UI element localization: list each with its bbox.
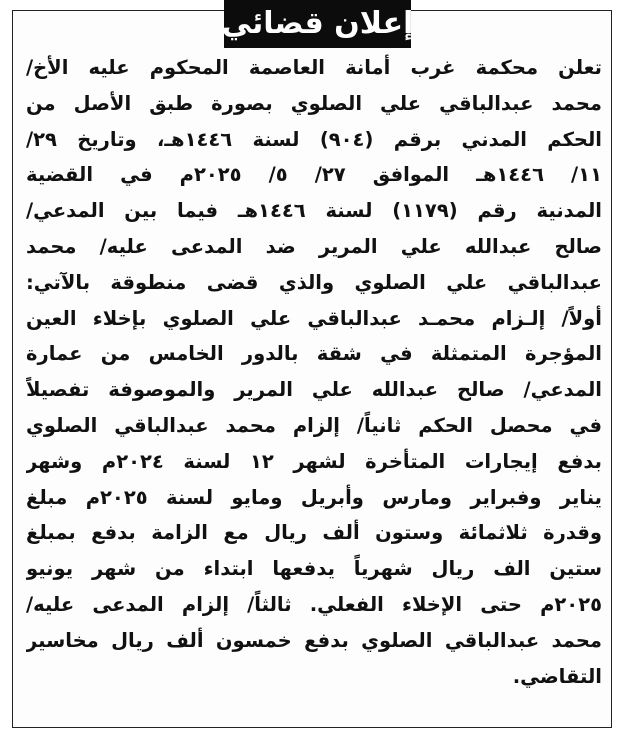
notice-line-4: ١١/ ١٤٤٦هـ الموافق ٢٧/ ٥/ ٢٠٢٥م في القضية — [26, 163, 602, 187]
notice-title-banner — [221, 0, 414, 48]
notice-line-17: محمد عبدالباقي الصلوي بدفع خمسون ألف ريال مخاسير — [26, 628, 602, 652]
notice-line-1: تعلن محكمة غرب أمانة العاصمة المحكوم عليه الأخ/ — [26, 56, 602, 79]
notice-line-12: بدفع إيجارات المتأخرة لشهر ١٢ لسنة ٢٠٢٤م وشهر — [26, 449, 602, 473]
notice-body — [26, 50, 602, 694]
notice-line-2: محمد عبدالباقي علي الصلوي بصورة طبق الأصل من — [26, 91, 602, 115]
notice-line-18: التقاضي. — [512, 664, 602, 688]
notice-line-9: المؤجرة المتمثلة في شقة بالدور الخامس من عمارة — [26, 342, 602, 366]
notice-line-11: في محصل الحكم ثانياً/ إلزام محمد عبدالباقي الصلوي — [26, 413, 602, 437]
notice-line-10: المدعي/ صالح عبدالله علي المرير والموصوفة تفصيلاً — [26, 378, 602, 402]
notice-line-8: أولاً/ إلـزام محمـد عبدالباقي علي الصلوي بإخلاء العين — [26, 306, 602, 330]
notice-line-14: وقدرة ثلاثمائة وستون ألف ريال مع الزامة بدفع بمبلغ — [26, 521, 602, 545]
notice-line-16: ٢٠٢٥م حتى الإخلاء الفعلي. ثالثاً/ إلزام المدعى عليه/ — [26, 592, 602, 616]
notice-line-13: يناير وفبراير ومارس وأبريل ومايو لسنة ٢٠٢٥م مبلغ — [26, 485, 602, 509]
notice-line-7: عبدالباقي علي الصلوي والذي قضى منطوقة بالآتي: — [26, 270, 602, 294]
notice-line-3: الحكم المدني برقم (٩٠٤) لسنة ١٤٤٦هـ، وتاريخ ٢٩/ — [26, 127, 602, 151]
notice-line-6: صالح عبدالله علي المرير ضد المدعى عليه/ محمد — [26, 234, 602, 258]
notice-line-5: المدنية رقم (١١٧٩) لسنة ١٤٤٦هـ فيما بين المدعي/ — [26, 199, 602, 223]
notice-title: إعلان قضائي — [221, 6, 414, 41]
notice-line-15: ستين الف ريال شهرياً يدفعها ابتداء من شهر يونيو — [26, 557, 602, 581]
